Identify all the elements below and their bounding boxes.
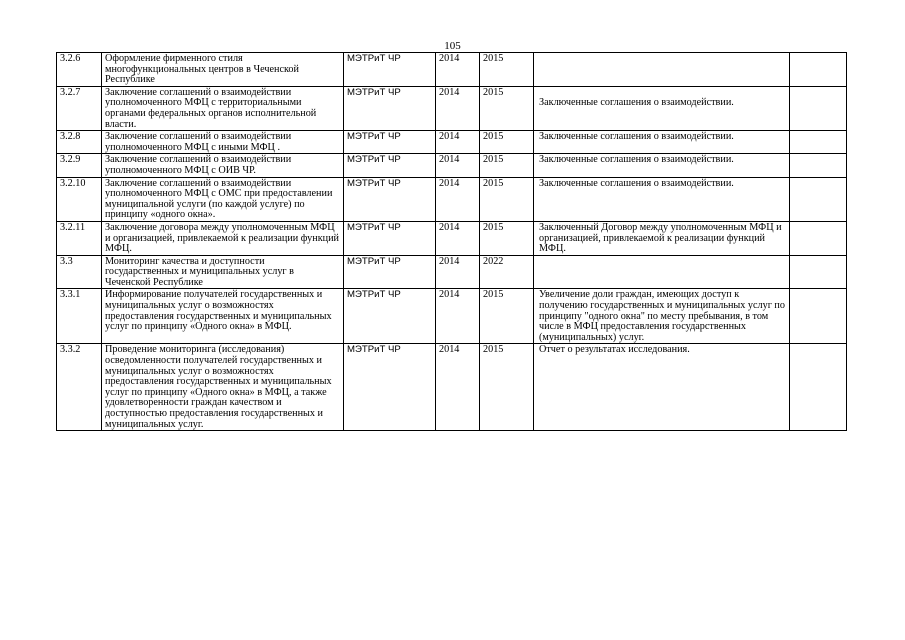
end-year-text: 2015 — [483, 221, 504, 233]
expected-result-cell — [534, 177, 790, 221]
end-year-cell — [480, 154, 534, 177]
expected-result-text: Заключенные соглашения о взаимодействии. — [539, 177, 734, 189]
item-number-cell — [57, 86, 102, 130]
table-row — [57, 255, 847, 289]
activity-name-text: Заключение соглашений о взаимодействии уполномоченного МФЦ с ОИВ ЧР. — [105, 154, 292, 176]
expected-result-cell — [534, 154, 790, 177]
item-number-cell — [57, 154, 102, 177]
activity-name-text: Заключение соглашений о взаимодействии уполномоченного МФЦ с территориальными органами федеральных органов исполнительной власти. — [105, 86, 317, 130]
end-year-text: 2015 — [483, 344, 504, 356]
start-year-cell — [436, 131, 480, 154]
executor-cell — [344, 86, 436, 130]
executor-text: МЭТРиТ ЧР — [347, 289, 401, 301]
item-number-text: 3.2.6 — [60, 53, 81, 64]
table-row — [57, 131, 847, 154]
item-number-text: 3.3.1 — [60, 289, 81, 301]
item-number-text: 3.2.9 — [60, 154, 81, 166]
start-year-text: 2014 — [439, 221, 460, 233]
start-year-cell — [436, 53, 480, 87]
item-number-text: 3.2.11 — [60, 221, 86, 233]
notes-cell — [790, 177, 847, 221]
activity-name-text: Заключение договора между уполномоченным МФЦ и организацией, привлекаемой к реализации функций МФЦ. — [105, 221, 339, 255]
start-year-text: 2014 — [439, 289, 460, 301]
item-number-cell — [57, 344, 102, 431]
notes-cell — [790, 86, 847, 130]
page-number: 105 — [444, 40, 461, 52]
activity-name-text: Заключение соглашений о взаимодействии уполномоченного МФЦ с иными МФЦ . — [105, 131, 292, 153]
notes-cell — [790, 53, 847, 87]
notes-cell — [790, 289, 847, 344]
expected-result-cell — [534, 53, 790, 87]
executor-cell — [344, 221, 436, 255]
expected-result-text: Заключенный Договор между уполномоченным МФЦ и организацией, привлекаемой к реализации функций МФЦ. — [539, 221, 782, 255]
expected-result-text: Отчет о результатах исследования. — [539, 344, 690, 356]
end-year-text: 2015 — [483, 53, 504, 64]
end-year-cell — [480, 177, 534, 221]
activity-name-cell — [102, 154, 344, 177]
executor-text: МЭТРиТ ЧР — [347, 221, 401, 233]
executor-cell — [344, 154, 436, 177]
start-year-cell — [436, 177, 480, 221]
executor-cell — [344, 53, 436, 87]
end-year-cell — [480, 289, 534, 344]
end-year-cell — [480, 131, 534, 154]
end-year-cell — [480, 86, 534, 130]
end-year-text: 2015 — [483, 86, 504, 98]
end-year-text: 2015 — [483, 177, 504, 189]
executor-text: МЭТРиТ ЧР — [347, 154, 401, 166]
notes-cell — [790, 221, 847, 255]
start-year-text: 2014 — [439, 131, 460, 143]
expected-result-text: Заключенные соглашения о взаимодействии. — [539, 97, 734, 109]
expected-result-cell — [534, 289, 790, 344]
expected-result-text: Заключенные соглашения о взаимодействии. — [539, 154, 734, 166]
expected-result-cell — [534, 255, 790, 289]
activity-name-cell — [102, 131, 344, 154]
start-year-text: 2014 — [439, 86, 460, 98]
start-year-text: 2014 — [439, 344, 460, 356]
executor-text: МЭТРиТ ЧР — [347, 131, 401, 143]
activity-name-cell — [102, 255, 344, 289]
table-row — [57, 154, 847, 177]
end-year-cell — [480, 344, 534, 431]
notes-cell — [790, 255, 847, 289]
start-year-text: 2014 — [439, 255, 460, 267]
table-row — [57, 344, 847, 431]
activity-name-text: Заключение соглашений о взаимодействии уполномоченного МФЦ с ОМС при предоставлении муниципальной услуги (по каждой услуге) по принципу «одного окна». — [105, 177, 333, 221]
expected-result-cell — [534, 344, 790, 431]
executor-cell — [344, 131, 436, 154]
activity-name-cell — [102, 289, 344, 344]
expected-result-text: Увеличение доли граждан, имеющих доступ к получению государственных и муниципальных услуг по принципу "одного окна" по месту пребывания, в том числе в МФЦ предоставления государственных (муниципальных) услуг. — [539, 289, 785, 343]
start-year-text: 2014 — [439, 154, 460, 166]
executor-text: МЭТРиТ ЧР — [347, 177, 401, 189]
end-year-cell — [480, 221, 534, 255]
item-number-cell — [57, 221, 102, 255]
executor-cell — [344, 344, 436, 431]
start-year-cell — [436, 289, 480, 344]
end-year-text: 2022 — [483, 255, 504, 267]
start-year-text: 2014 — [439, 53, 460, 64]
item-number-text: 3.3.2 — [60, 344, 81, 356]
activity-name-text: Информирование получателей государственных и муниципальных услуг о возможностях предоставления государственных и муниципальных услуг по принципу «Одного окна» в МФЦ. — [105, 289, 332, 333]
activity-name-cell — [102, 344, 344, 431]
executor-text: МЭТРиТ ЧР — [347, 53, 401, 64]
item-number-text: 3.2.7 — [60, 86, 81, 98]
end-year-cell — [480, 255, 534, 289]
executor-text: МЭТРиТ ЧР — [347, 86, 401, 98]
executor-cell — [344, 255, 436, 289]
start-year-text: 2014 — [439, 177, 460, 189]
start-year-cell — [436, 154, 480, 177]
start-year-cell — [436, 221, 480, 255]
end-year-text: 2015 — [483, 154, 504, 166]
notes-cell — [790, 154, 847, 177]
table-row — [57, 289, 847, 344]
start-year-cell — [436, 344, 480, 431]
start-year-cell — [436, 86, 480, 130]
start-year-cell — [436, 255, 480, 289]
item-number-cell — [57, 131, 102, 154]
executor-text: МЭТРиТ ЧР — [347, 344, 401, 356]
notes-cell — [790, 131, 847, 154]
table-row — [57, 86, 847, 130]
activity-name-text: Мониторинг качества и доступности государственных и муниципальных услуг в Чеченской Республике — [105, 255, 294, 288]
activity-name-cell — [102, 221, 344, 255]
table-row — [57, 53, 847, 87]
executor-cell — [344, 177, 436, 221]
notes-cell — [790, 344, 847, 431]
activity-name-cell — [102, 177, 344, 221]
item-number-cell — [57, 53, 102, 87]
program-activities-table — [56, 52, 847, 431]
item-number-text: 3.2.8 — [60, 131, 81, 143]
activity-name-text: Оформление фирменного стиля многофункциональных центров в Чеченской Республике — [105, 53, 299, 86]
item-number-cell — [57, 177, 102, 221]
executor-cell — [344, 289, 436, 344]
expected-result-cell — [534, 86, 790, 130]
end-year-text: 2015 — [483, 131, 504, 143]
item-number-text: 3.2.10 — [60, 177, 86, 189]
table-row — [57, 177, 847, 221]
activity-name-cell — [102, 53, 344, 87]
end-year-cell — [480, 53, 534, 87]
expected-result-text: Заключенные соглашения о взаимодействии. — [539, 131, 734, 143]
item-number-cell — [57, 289, 102, 344]
table-row — [57, 221, 847, 255]
executor-text: МЭТРиТ ЧР — [347, 255, 401, 267]
item-number-text: 3.3 — [60, 255, 73, 267]
end-year-text: 2015 — [483, 289, 504, 301]
activity-name-text: Проведение мониторинга (исследования) осведомленности получателей государственных и муниципальных услуг о возможностях предоставления государственных и муниципальных услуг по принципу «Одного окна» в МФЦ, а также удовлетворенности граждан качеством и доступностью предоставления государственных и муниципальных услуг. — [105, 344, 332, 430]
expected-result-cell — [534, 131, 790, 154]
item-number-cell — [57, 255, 102, 289]
activity-name-cell — [102, 86, 344, 130]
expected-result-cell — [534, 221, 790, 255]
